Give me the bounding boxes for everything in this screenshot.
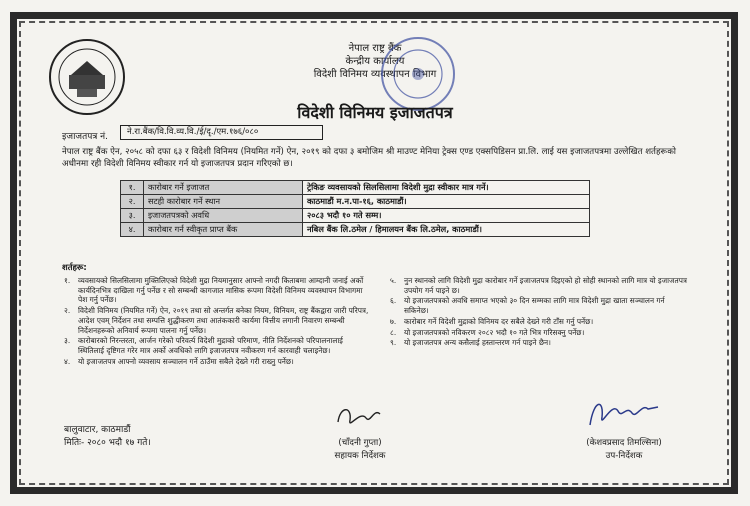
issue-date: मितिः- २०८० भदौ १७ गते। [64, 438, 151, 448]
permit-number-label: इजाजतपत्र नं. [62, 132, 109, 142]
signature-left-icon [330, 400, 390, 434]
row-label: कारोबार गर्न स्वीकृत प्राप्त बैंक [144, 223, 303, 237]
list-item [64, 276, 369, 305]
item-number: २. [64, 306, 71, 316]
item-text: यो इजाजतपत्रको नविकरण २०८२ भदौ १० गते भित्र गरिसक्नु पर्नेछ। [404, 327, 585, 337]
item-text: यो इजाजतपत्रको अवधि समाप्त भएको ३० दिन सम्मका लागि मात्र विदेशी मुद्रा खाता सञ्चालन गर्न सकिनेछ। [404, 296, 665, 316]
row-value: काठमाडौं म.न.पा-१६, काठमाडौं। [303, 195, 590, 209]
item-text: विदेशी विनिमय (नियमित गर्ने) ऐन, २०१९ तथा सो अन्तर्गत बनेका नियम, विनियम, राष्ट्र बैंकद्वारा जारी परिपत्र, आदेश एवम् निर्देशन तथा सम्पत्ति शुद्धीकरण तथा आतंककारी कार्यमा वित्तीय लगानी निवारण सम्बन्धी निर्देशनहरूको अनिवार्य रूपमा पालना गर्नु पर्नेछ। [78, 306, 369, 335]
item-text: कारोबारको निरन्तरता, आर्जन गरेको परिवर्त्य विदेशी मुद्राको परिमाण, नीति निर्देशनको परिपालनालाई स्थितिलाई दृष्टिगत गरेर मात्र अर्को अवधिको लागि इजाजतपत्र नवीकरण गर्न कारवाही चलाइनेछ। [78, 336, 343, 355]
row-value: २०८३ भदौ १० गते सम्म। [303, 209, 590, 223]
list-item [390, 328, 690, 338]
list-item [390, 317, 690, 327]
row-label: सटही कारोबार गर्ने स्थान [144, 195, 303, 209]
row-value: नबिल बैंक लि.ठमेल / हिमालयन बैंक लि.ठमेल, काठमाडौं। [303, 223, 590, 237]
conditions-left [64, 276, 369, 367]
org-name: नेपाल राष्ट्र बैंक [348, 43, 402, 54]
table-row [121, 181, 590, 195]
item-text: कारोबार गर्ने विदेशी मुद्राको विनिमय दर सबैले देख्ने गरी टाँस गर्नु पर्नेछ। [404, 316, 594, 326]
terms-heading: शर्तहरू: [62, 262, 87, 272]
row-value: ट्रेकिङ व्यवसायको सिलसिलामा विदेशी मुद्रा स्वीकार मात्र गर्ने। [303, 181, 590, 195]
table-row [121, 223, 590, 237]
intro-paragraph: नेपाल राष्ट्र बैंक ऐन, २०५८ को दफा ६३ र विदेशी विनिमय (नियमित गर्ने) ऐन, २०१९ को दफा ३ बमोजिम श्री माउण्ट मेनिया ट्रेक्स एण्ड एक्सपिडिसन प्रा.लि. लाई यस इजाजतपत्रमा उल्लेखित शर्तहरूको अधीनमा रही विदेशी विनिमय स्वीकार गर्न यो इजाजतपत्र प्रदान गरिएको छ। [62, 147, 677, 169]
item-text: नुन स्थानको लागि विदेशी मुद्रा कारोबार गर्ने इजाजतपत्र दिइएको हो सोही स्थानको लागि मात्र यो इजाजतपत्र उपयोग गर्न पाइने छ। [404, 276, 687, 295]
row-label: कारोबार गर्ने इजाजत [144, 181, 303, 195]
permit-number: ने.रा.बैंक/वि.वि.व्य.वि./ई/दृ./एम.१७६/०८० [120, 125, 323, 140]
org-office: केन्द्रीय कार्यालय [345, 56, 405, 67]
item-number: ७. [390, 316, 397, 326]
item-number: ६. [390, 296, 397, 306]
list-item [64, 357, 369, 367]
org-department: विदेशी विनिमय व्यवस्थापन विभाग [313, 69, 437, 80]
list-item [64, 306, 369, 335]
table-row [121, 195, 590, 209]
list-item [390, 338, 690, 348]
item-text: यो इजाजतपत्र आफ्नो व्यवसाय सञ्चालन गर्ने ठाउँमा सबैले देख्ने गरी राख्नु पर्नेछ। [78, 356, 294, 366]
list-item [390, 296, 690, 315]
row-number: ३. [121, 209, 144, 223]
row-label: इजाजतपत्रको अवधि [144, 209, 303, 223]
item-number: ८. [390, 327, 397, 337]
item-number: ९. [390, 338, 397, 348]
item-number: ४. [64, 356, 71, 366]
signature-right-icon [584, 395, 664, 433]
item-number: १. [64, 276, 71, 285]
row-number: ४. [121, 223, 144, 237]
row-number: १. [121, 181, 144, 195]
item-number: ३. [64, 336, 71, 346]
table-row [121, 209, 590, 223]
document-title: विदेशी विनिमय इजाजतपत्र [297, 103, 453, 122]
item-text: व्यवसायको सिलसिलामा मुक्तिलिएको विदेशी मुद्रा नियमानुसार आफ्नो नगदी किताबमा आम्दानी जनाई अर्को कार्यदिनभित्र दाखिला गर्नु पर्नेछ र सो सम्बन्धी कागजात मासिक रूपमा विदेशी विनिमय व्यवस्थापन विभागमा पेश गर्नु पर्नेछ। [78, 276, 364, 305]
item-number: ५. [390, 276, 397, 285]
list-item [64, 336, 369, 355]
item-text: यो इजाजतपत्र अन्य कसैलाई हस्तान्तरण गर्न पाइने छैन। [404, 338, 551, 348]
left-signatory-title: सहायक निर्देशक [334, 451, 386, 461]
conditions-right [390, 276, 690, 349]
permit-details-table [120, 180, 590, 237]
right-signatory-name: (केशवप्रसाद तिमल्सिना) [586, 438, 662, 448]
left-signatory-name: (चाँदनी गुप्ता) [338, 438, 382, 448]
issue-place: बालुवाटार, काठमाडौं [64, 425, 131, 435]
list-item [390, 276, 690, 295]
row-number: २. [121, 195, 144, 209]
right-signatory-title: उप-निर्देशक [605, 451, 643, 461]
